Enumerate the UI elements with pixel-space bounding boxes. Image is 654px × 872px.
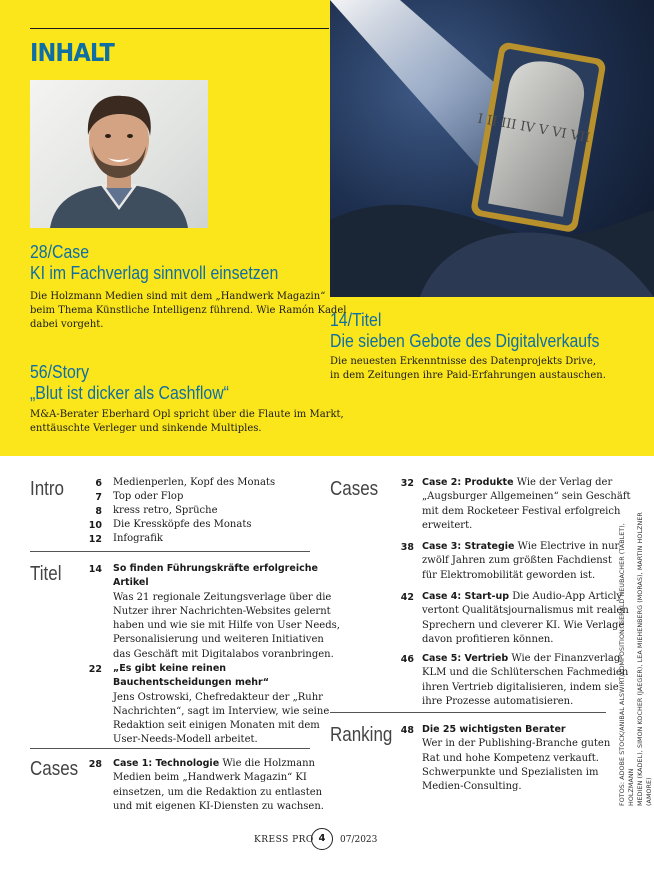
feature-text-28: Die Holzmann Medien sind mit dem „Handwerk Magazin“ beim Thema Künstliche Intelligenz führend. Wie Ramón Kadel dabei vorgeht. [30, 291, 347, 330]
section-label-intro: Intro [30, 478, 65, 500]
toc-entry-case-3[interactable]: Case 3: Strategie Wie Electrive in nur zwölf Jahren zum größten Fachdienst für Elektromobilität geworden ist. [422, 541, 620, 581]
toc-entry-case-4[interactable]: Case 4: Start-up Die Audio-App Articly vertont Qualitätsjournalismus mit realen Sprechern und cleverer KI. Wie Verlage davon profitieren können. [422, 591, 629, 645]
feature-title-28[interactable]: KI im Fachverlag sinnvoll einsetzen [30, 263, 279, 283]
page-number: 10 [88, 520, 102, 531]
section-divider [30, 748, 310, 749]
heading-rule [30, 28, 329, 29]
page-number: 38 [400, 542, 414, 553]
page-number: 14 [88, 564, 102, 575]
page-title: INHALT [30, 38, 115, 67]
toc-entry[interactable]: Infografik [113, 533, 163, 544]
tablet-numerals: I II III IV V VI VII [476, 111, 592, 147]
portrait-photo [30, 80, 208, 228]
tablet-illustration [330, 0, 654, 297]
toc-entry-case-5[interactable]: Case 5: Vertrieb Wie der Finanzverlag KLM und die Schlüterschen Fachmedien ihren Vertrieb digitalisieren, indem sie ihre Prozesse automatisieren. [422, 653, 629, 707]
toc-entry[interactable]: Die Kressköpfe des Monats [113, 519, 252, 530]
feature-title-14[interactable]: Die sieben Gebote des Digitalverkaufs [330, 331, 600, 351]
section-label-titel: Titel [30, 563, 62, 585]
toc-entry-titel-14[interactable]: So finden Führungskräfte erfolgreiche Artikel Was 21 regionale Zeitungsverlage über die Nutzer ihrer Nachrichten-Websites gelernt haben und wie sie mit Hilfe von User Needs, Personalisierung und weiteren Initiativen das Geschäft mit Digitalabos voranbringen. [113, 563, 340, 660]
page-number-badge: 4 [311, 828, 333, 850]
feature-kicker-56: 56/Story [30, 362, 90, 382]
toc-entry[interactable]: Medienperlen, Kopf des Monats [113, 477, 276, 488]
tablet-cover-photo [330, 0, 654, 297]
section-label-cases-right: Cases [330, 478, 379, 500]
page-number: 42 [400, 592, 414, 603]
section-divider [30, 551, 310, 552]
toc-entry-case-1[interactable]: Case 1: Technologie Wie die Holzmann Medien beim „Handwerk Magazin“ KI einsetzen, um die Redaktion zu entlasten und mit eigenen KI-Diensten zu wachsen. [113, 758, 324, 812]
toc-entry[interactable]: Top oder Flop [113, 491, 184, 502]
page-number: 7 [95, 492, 102, 503]
footer-brand: KRESS PRO [254, 835, 314, 845]
footer-issue: 07/2023 [340, 835, 378, 845]
feature-title-56[interactable]: „Blut ist dicker als Cashflow“ [30, 383, 229, 403]
page-number: 12 [88, 534, 102, 545]
section-divider [330, 712, 606, 713]
page-number: 8 [95, 506, 102, 517]
page-number: 6 [95, 478, 102, 489]
toc-entry-titel-22[interactable]: „Es gibt keine reinen Bauchentscheidungen mehr“ Jens Ostrowski, Chefredakteur der „Ruhr Nachrichten“, sagt im Interview, wie seine Redaktion seit einigen Monaten mit dem User-Needs-Modell arbeitet. [113, 663, 330, 746]
page-number: 32 [400, 478, 414, 489]
section-label-cases-left: Cases [30, 758, 79, 780]
photo-credits: FOTOS: ADOBE STOCK/ANIBAL ALSWIRT/KOMPOSITION: GERALD NEUBACHER (TABLET), HOLZMANN MEDIEN (KADEL), SIMON KOCHER (JAEGER), LEA MIEHENBERG (MORAS), MARTIN HOLZNER (AMORE) [619, 512, 653, 806]
section-label-ranking: Ranking [330, 724, 393, 746]
page-number: 28 [88, 759, 102, 770]
feature-text-14: Die neuesten Erkenntnisse des Datenprojekts Drive, in dem Zeitungen ihre Paid-Erfahrungen austauschen. [330, 356, 606, 381]
portrait-illustration [30, 80, 208, 228]
feature-text-56: M&A-Berater Eberhard Opl spricht über die Flaute im Markt, enttäuschte Verleger und sinkende Multiples. [30, 409, 344, 434]
page-number: 22 [88, 664, 102, 675]
toc-entry-case-2[interactable]: Case 2: Produkte Wie der Verlag der „Augsburger Allgemeinen“ sein Geschäft mit dem Rocketeer Festival erfolgreich erweitert. [422, 477, 631, 531]
feature-kicker-28: 28/Case [30, 242, 90, 262]
toc-entry[interactable]: kress retro, Sprüche [113, 505, 218, 516]
page-number: 48 [400, 725, 414, 736]
toc-entry-ranking[interactable]: Die 25 wichtigsten Berater Wer in der Publishing-Branche guten Rat und hohe Kompetenz verkauft. Schwerpunkte und Spezialisten im Medien-Consulting. [422, 724, 611, 793]
feature-kicker-14: 14/Titel [330, 310, 382, 330]
page-number: 46 [400, 654, 414, 665]
